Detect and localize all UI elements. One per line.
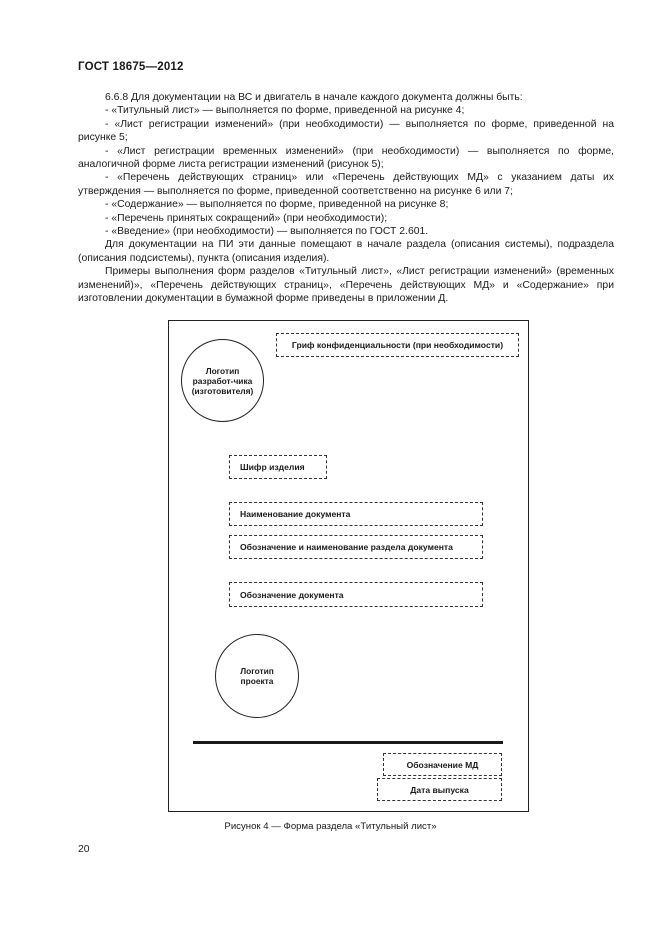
paragraph: 6.6.8 Для документации на ВС и двигатель в начале каждого документа должны быть: [105,92,523,103]
body-text [78,91,614,306]
document-header: ГОСТ 18675—2012 [78,61,184,73]
page-number: 20 [78,844,90,855]
paragraph: Примеры выполнения форм разделов «Титульный лист», «Лист регистрации изменений» (временных изменений)», «Перечень действующих страниц», «Перечень действующих МД» и «Содержание» при изготовлении документации в бумажной форме приведены в приложении Д. [78,266,614,305]
paragraph: - «Лист регистрации изменений» (при необходимости) — выполняется по форме, приведенной на рисунке 5; [78,118,614,144]
confidentiality-box: Гриф конфиденциальности (при необходимости) [276,333,519,357]
developer-logo-circle [181,339,264,422]
paragraph: - «Перечень действующих страниц» или «Перечень действующих МД» с указанием даты их утверждения — выполняется по форме, приведенной соответственно на рисунке 6 или 7; [78,172,614,197]
release-date-box: Дата выпуска [377,778,502,801]
paragraph: - «Введение» (при необходимости) — выполняется по ГОСТ 2.601. [105,226,429,238]
paragraph: Для документации на ПИ эти данные помещают в начале раздела (описания системы), подраздела (описания подсистемы), пункта (описания изделия). [78,239,614,264]
title-page-form-figure [168,320,529,812]
project-logo-circle [215,634,299,718]
paragraph: - «Титульный лист» — выполняется по форме, приведенной на рисунке 4; [105,105,465,117]
divider-line [193,741,503,744]
product-code-box: Шифр изделия [229,455,327,479]
developer-logo-label: Логотип разработ-чика (изготовителя) [191,365,254,396]
document-name-box: Наименование документа [229,502,483,526]
paragraph: - «Лист регистрации временных изменений» (при необходимости) — выполняется по форме, аналогичной форме листа регистрации изменений (рисунок 5); [78,145,614,171]
figure-caption: Рисунок 4 — Форма раздела «Титульный лист» [224,821,437,832]
project-logo-label: Логотип проекта [240,666,274,686]
paragraph: - «Содержание» — выполняется по форме, приведенной на рисунке 8; [105,199,449,211]
section-designation-box: Обозначение и наименование раздела документа [229,535,483,559]
paragraph: - «Перечень принятых сокращений» (при необходимости); [105,212,388,224]
md-designation-box: Обозначение МД [383,753,502,776]
document-designation-box: Обозначение документа [229,582,483,607]
